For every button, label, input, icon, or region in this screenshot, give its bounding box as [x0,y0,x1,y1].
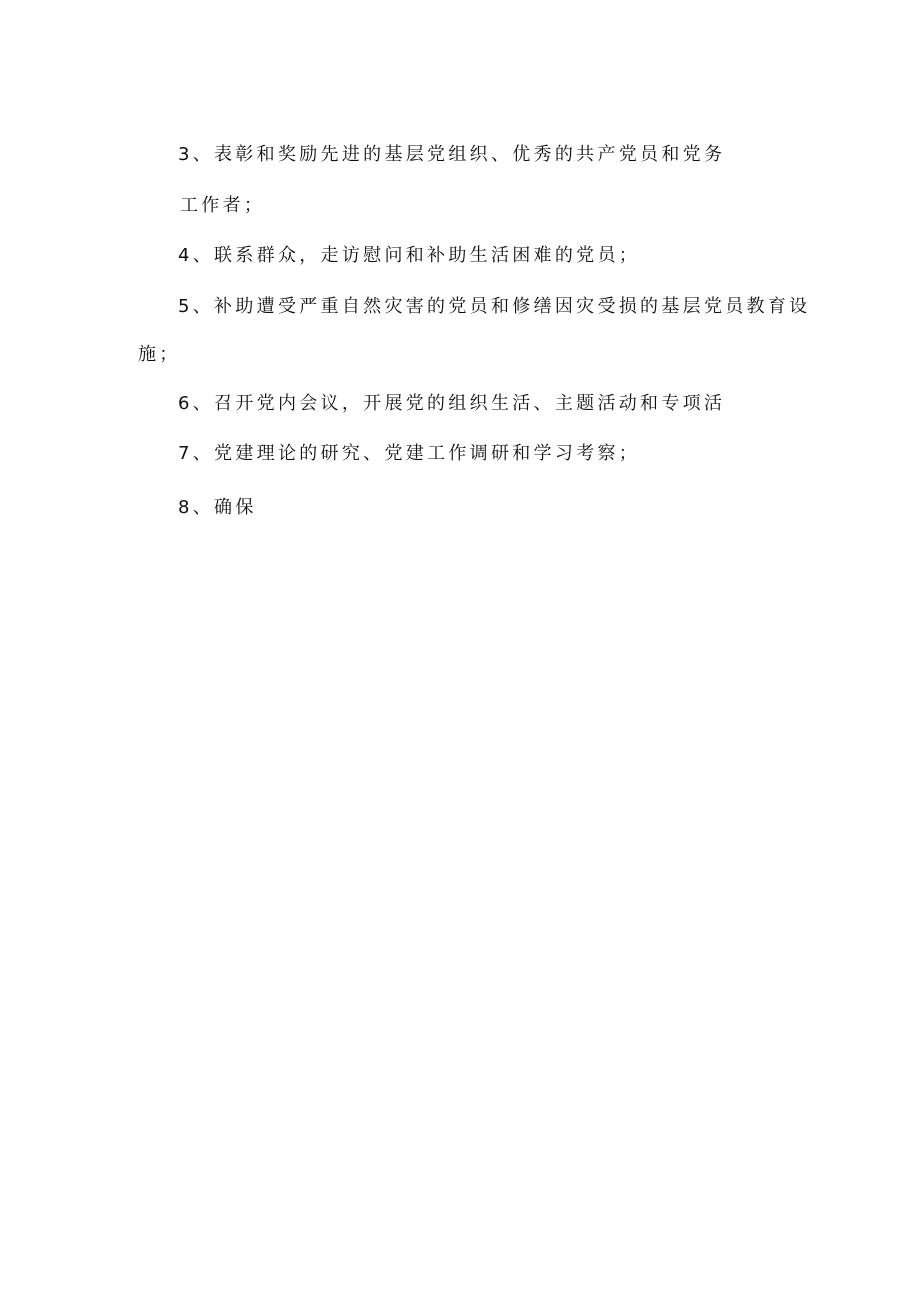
list-item-3-line-2: 工作者； [180,195,266,216]
list-item-6: 6、召开党内会议，开展党的组织生活、主题活动和专项活 [178,393,726,414]
list-item-3-line-1: 3、表彰和奖励先进的基层党组织、优秀的共产党员和党务 [178,144,726,165]
list-item-7: 7、党建理论的研究、党建工作调研和学习考察； [178,443,641,464]
list-item-5-line-2: 施； [138,344,181,365]
list-item-4: 4、联系群众，走访慰问和补助生活困难的党员； [178,245,641,266]
list-item-8: 8、确保 [178,497,257,518]
list-item-5-line-1: 5、补助遭受严重自然灾害的党员和修缮因灾受损的基层党员教育设 [178,296,811,317]
